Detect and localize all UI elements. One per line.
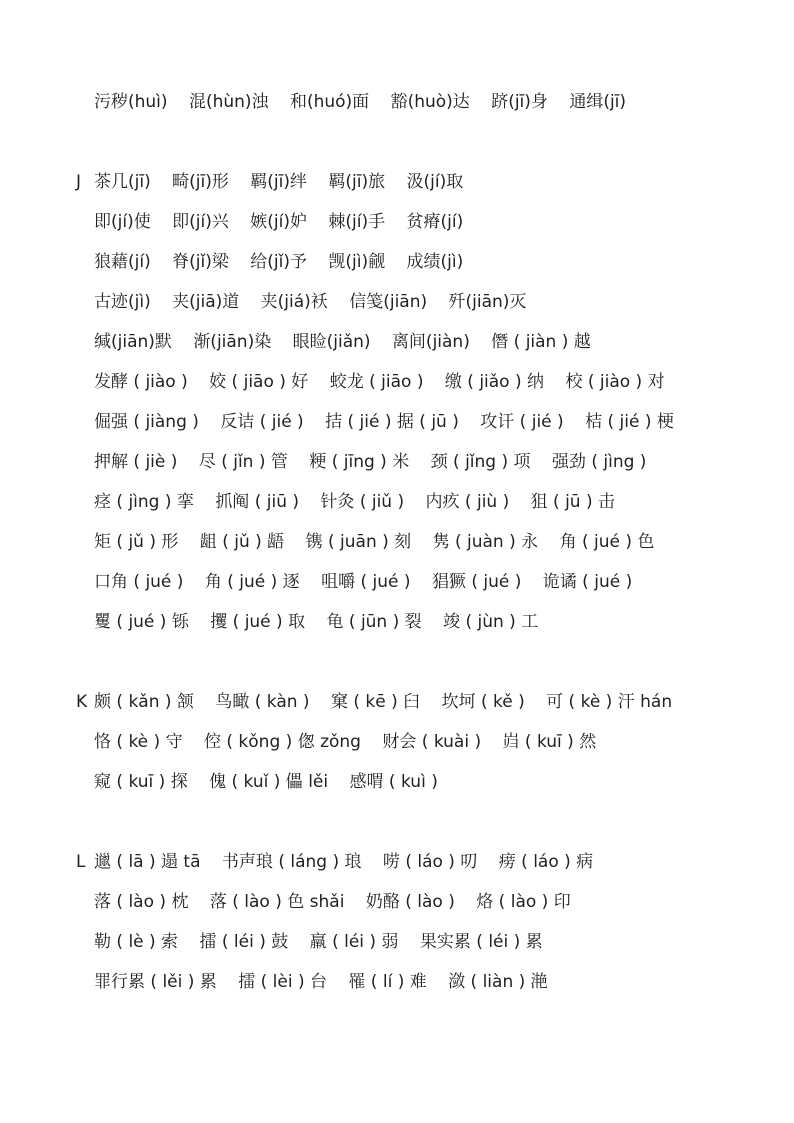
word-entry: 奶酪 ( lào )	[365, 892, 455, 912]
word-entry: 校 ( jiào ) 对	[565, 372, 665, 392]
word-entry: 猖獗 ( jué )	[431, 572, 522, 592]
word-entry: 反诘 ( jié )	[220, 412, 304, 432]
word-entry: 缄(jiān)默	[94, 332, 172, 352]
text-line	[94, 448, 646, 476]
word-entry: 擂 ( léi ) 鼓	[199, 932, 289, 952]
word-entry: 狙 ( jū ) 击	[530, 492, 616, 512]
word-entry: 唠 ( láo ) 叨	[382, 852, 478, 872]
section-letter-l: L	[76, 852, 86, 872]
word-entry: 矍 ( jué ) 铄	[94, 612, 189, 632]
word-entry: 抓阄 ( jiū )	[215, 492, 300, 512]
word-entry: 咀嚼 ( jué )	[321, 572, 411, 592]
word-entry: 粳 ( jīng ) 米	[309, 452, 410, 472]
word-entry: 夹(jiā)道	[172, 292, 240, 312]
text-line	[94, 88, 626, 116]
word-entry: 颇 ( kǎn ) 颔	[94, 692, 194, 712]
word-entry: 棘(jí)手	[328, 212, 386, 232]
word-entry: 羸 ( léi ) 弱	[309, 932, 399, 952]
word-entry: 夹(jiá)袄	[260, 292, 328, 312]
section-letter-k: K	[76, 692, 88, 712]
word-entry: 财会 ( kuài )	[382, 732, 482, 752]
word-entry: 矩 ( jǔ ) 形	[94, 532, 179, 552]
word-entry: 鸟瞰 ( kàn )	[215, 692, 310, 712]
word-entry: 落 ( lào ) 色 shǎi	[209, 892, 345, 912]
word-entry: 勒 ( lè ) 索	[94, 932, 179, 952]
word-entry: 发酵 ( jiào )	[94, 372, 188, 392]
text-line	[94, 168, 463, 196]
word-entry: 竣 ( jùn ) 工	[443, 612, 539, 632]
word-entry: 缴 ( jiǎo ) 纳	[444, 372, 545, 392]
text-line	[94, 328, 591, 356]
word-entry: 龃 ( jǔ ) 龉	[199, 532, 285, 552]
word-entry: 镌 ( juān ) 刻	[305, 532, 412, 552]
word-entry: 针灸 ( jiǔ )	[320, 492, 405, 512]
word-entry: 内疚 ( jiù )	[425, 492, 510, 512]
word-entry: 攻讦 ( jié )	[480, 412, 564, 432]
text-line	[94, 768, 438, 796]
word-entry: 古迹(jì)	[94, 292, 151, 312]
text-line	[94, 368, 665, 396]
word-entry: 攫 ( jué ) 取	[210, 612, 306, 632]
word-entry: 落 ( lào ) 枕	[94, 892, 189, 912]
word-entry: 罪行累 ( lěi ) 累	[94, 972, 217, 992]
word-entry: 姣 ( jiāo ) 好	[209, 372, 309, 392]
word-entry: 羁(jī)旅	[328, 172, 386, 192]
word-entry: 口角 ( jué )	[94, 572, 184, 592]
word-entry: 即(jí)兴	[172, 212, 229, 232]
word-entry: 可 ( kè ) 汗 hán	[546, 692, 673, 712]
word-entry: 倥 ( kǒng ) 偬 zǒng	[203, 732, 361, 752]
text-line	[94, 928, 543, 956]
word-entry: 窠 ( kē ) 臼	[330, 692, 421, 712]
word-entry: 拮 ( jié ) 据 ( jū )	[325, 412, 459, 432]
word-entry: 污秽(huì)	[94, 92, 168, 112]
word-entry: 渐(jiān)染	[193, 332, 272, 352]
word-entry: 混(hùn)浊	[188, 92, 269, 112]
word-entry: 强劲 ( jìng )	[551, 452, 647, 472]
text-line	[94, 248, 463, 276]
text-line	[94, 208, 463, 236]
word-entry: 潋 ( liàn ) 滟	[448, 972, 548, 992]
word-entry: 蛟龙 ( jiāo )	[329, 372, 424, 392]
word-entry: 茶几(jī)	[94, 172, 151, 192]
word-entry: 痨 ( láo ) 病	[498, 852, 594, 872]
word-entry: 书声琅 ( láng ) 琅	[221, 852, 362, 872]
word-entry: 成绩(jì)	[406, 252, 464, 272]
word-entry: 隽 ( juàn ) 永	[432, 532, 539, 552]
word-entry: 离间(jiàn)	[391, 332, 470, 352]
word-entry: 角 ( jué ) 色	[559, 532, 655, 552]
word-entry: 给(jǐ)予	[250, 252, 307, 272]
word-entry: 眼睑(jiǎn)	[292, 332, 371, 352]
text-line	[94, 728, 596, 756]
word-entry: 感喟 ( kuì )	[349, 772, 438, 792]
word-entry: 傀 ( kuǐ ) 儡 lěi	[209, 772, 329, 792]
word-entry: 歼(jiān)灭	[448, 292, 527, 312]
word-entry: 豁(huò)达	[390, 92, 470, 112]
word-entry: 跻(jī)身	[491, 92, 548, 112]
word-entry: 信笺(jiān)	[349, 292, 428, 312]
word-entry: 狼藉(jí)	[94, 252, 151, 272]
word-entry: 羁(jī)绊	[250, 172, 307, 192]
text-line	[94, 888, 571, 916]
word-entry: 嫉(jí)妒	[250, 212, 307, 232]
text-line	[94, 528, 654, 556]
text-line	[94, 968, 548, 996]
word-entry: 贫瘠(jí)	[406, 212, 464, 232]
word-entry: 觊(jì)觎	[328, 252, 386, 272]
text-line	[94, 608, 538, 636]
word-entry: 诡谲 ( jué )	[542, 572, 633, 592]
word-entry: 即(jí)使	[94, 212, 151, 232]
word-entry: 窥 ( kuī ) 探	[94, 772, 188, 792]
word-entry: 颈 ( jǐng ) 项	[430, 452, 531, 472]
text-line	[94, 408, 674, 436]
word-entry: 通缉(jī)	[569, 92, 627, 112]
text-line	[94, 288, 526, 316]
word-entry: 角 ( jué ) 逐	[204, 572, 300, 592]
word-entry: 桔 ( jié ) 梗	[585, 412, 674, 432]
word-entry: 果实累 ( léi ) 累	[419, 932, 543, 952]
word-entry: 痉 ( jìng ) 挛	[94, 492, 194, 512]
word-entry: 邋 ( lā ) 遢 tā	[94, 852, 201, 872]
word-entry: 尽 ( jǐn ) 管	[198, 452, 288, 472]
word-entry: 烙 ( lào ) 印	[476, 892, 571, 912]
word-entry: 汲(jí)取	[406, 172, 464, 192]
word-entry: 坎坷 ( kě )	[441, 692, 525, 712]
word-entry: 倔强 ( jiàng )	[94, 412, 199, 432]
word-entry: 押解 ( jiè )	[94, 452, 178, 472]
word-entry: 脊(jǐ)梁	[172, 252, 229, 272]
word-entry: 岿 ( kuī ) 然	[502, 732, 597, 752]
text-line	[94, 848, 593, 876]
text-line	[94, 568, 632, 596]
word-entry: 僭 ( jiàn ) 越	[491, 332, 591, 352]
word-entry: 畸(jī)形	[172, 172, 229, 192]
word-entry: 恪 ( kè ) 守	[94, 732, 183, 752]
text-line	[94, 688, 672, 716]
text-line	[94, 488, 615, 516]
word-entry: 和(huó)面	[289, 92, 370, 112]
word-entry: 擂 ( lèi ) 台	[238, 972, 327, 992]
word-entry: 龟 ( jūn ) 裂	[326, 612, 422, 632]
section-letter-j: J	[76, 172, 82, 192]
word-entry: 罹 ( lí ) 难	[348, 972, 427, 992]
